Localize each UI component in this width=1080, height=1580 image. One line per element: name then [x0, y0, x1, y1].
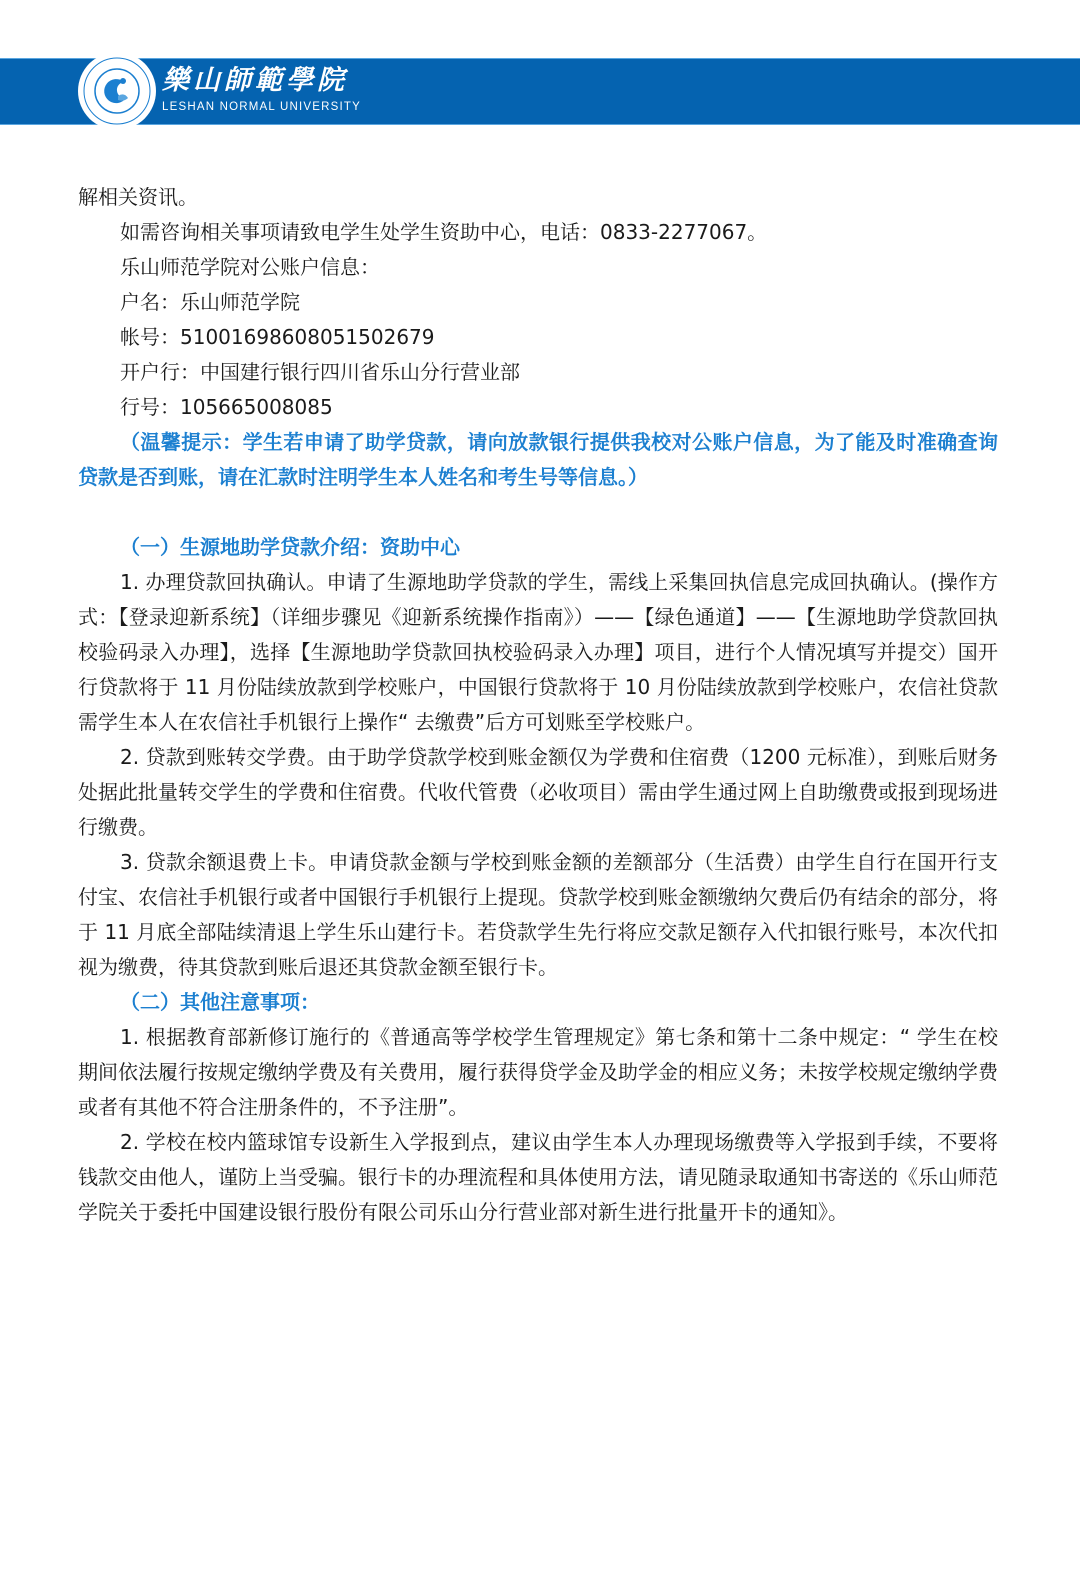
university-seal-icon: [78, 52, 156, 130]
section-title-notes: （二）其他注意事项：: [120, 990, 320, 1014]
loan-item: 3. 贷款余额退费上卡。申请贷款金额与学校到账金额的差额部分（生活费）由学生自行在国开行支付宝、农信社手机银行或者中国银行手机银行上提现。贷款学校到账金额缴纳欠费后仍有结余的部分，将于 11 月底全部陆续清退上学生乐山建行卡。若贷款学生先行将应交款足额存入代扣银行账号，本次代扣视为缴费，待其贷款到账后退还其贷款金额至银行卡。: [78, 850, 998, 979]
bank-code: 行号：105665008085: [120, 395, 333, 419]
loan-item: 2. 贷款到账转交学费。由于助学贷款学校到账金额仅为学费和住宿费（1200 元标准），到账后财务处据此批量转交学生的学费和住宿费。代收代管费（必收项目）需由学生通过网上自助缴费或报到现场进行缴费。: [78, 745, 998, 839]
notes-item: 2. 学校在校内篮球馆专设新生入学报到点，建议由学生本人办理现场缴费等入学报到手续，不要将钱款交由他人，谨防上当受骗。银行卡的办理流程和具体使用方法，请见随录取通知书寄送的《乐山师范学院关于委托中国建设银行股份有限公司乐山分行营业部对新生进行批量开卡的通知》。: [78, 1130, 998, 1224]
section-title-loan: （一）生源地助学贷款介绍：资助中心: [120, 535, 460, 559]
continued-paragraph: 解相关资讯。: [78, 185, 198, 209]
account-number: 帐号：51001698608051502679: [120, 325, 435, 349]
header-banner: [0, 58, 1080, 125]
brand-english-name: LESHAN NORMAL UNIVERSITY: [162, 101, 361, 113]
spacer: [78, 495, 998, 530]
document-body: [78, 180, 998, 1230]
warm-hint: （温馨提示：学生若申请了助学贷款，请向放款银行提供我校对公账户信息，为了能及时准确查询贷款是否到账，请在汇款时注明学生本人姓名和考生号等信息。）: [78, 430, 998, 489]
notes-item: 1. 根据教育部新修订施行的《普通高等学校学生管理规定》第七条和第十二条中规定：“ 学生在校期间依法履行按规定缴纳学费及有关费用，履行获得贷学金及助学金的相应义务；未按学校规定缴纳学费或者有其他不符合注册条件的，不予注册”。: [78, 1025, 998, 1119]
account-name: 户名：乐山师范学院: [120, 290, 300, 314]
bank-branch: 开户行：中国建行银行四川省乐山分行营业部: [120, 360, 520, 384]
university-brand: [162, 65, 361, 115]
account-intro: 乐山师范学院对公账户信息：: [120, 255, 380, 279]
loan-item: 1. 办理贷款回执确认。申请了生源地助学贷款的学生，需线上采集回执信息完成回执确认。(操作方式：【登录迎新系统】（详细步骤见《迎新系统操作指南》）——【绿色通道】——【生源地助学贷款回执校验码录入办理】，选择【生源地助学贷款回执校验码录入办理】项目，进行个人情况填写并提交）国开行贷款将于 11 月份陆续放款到学校账户，中国银行贷款将于 10 月份陆续放款到学校账户，农信社贷款需学生本人在农信社手机银行上操作“ 去缴费”后方可划账至学校账户。: [78, 570, 998, 734]
brand-chinese-name: 樂山師範學院: [162, 65, 348, 96]
contact-paragraph: 如需咨询相关事项请致电学生处学生资助中心，电话：0833-2277067。: [120, 220, 768, 244]
